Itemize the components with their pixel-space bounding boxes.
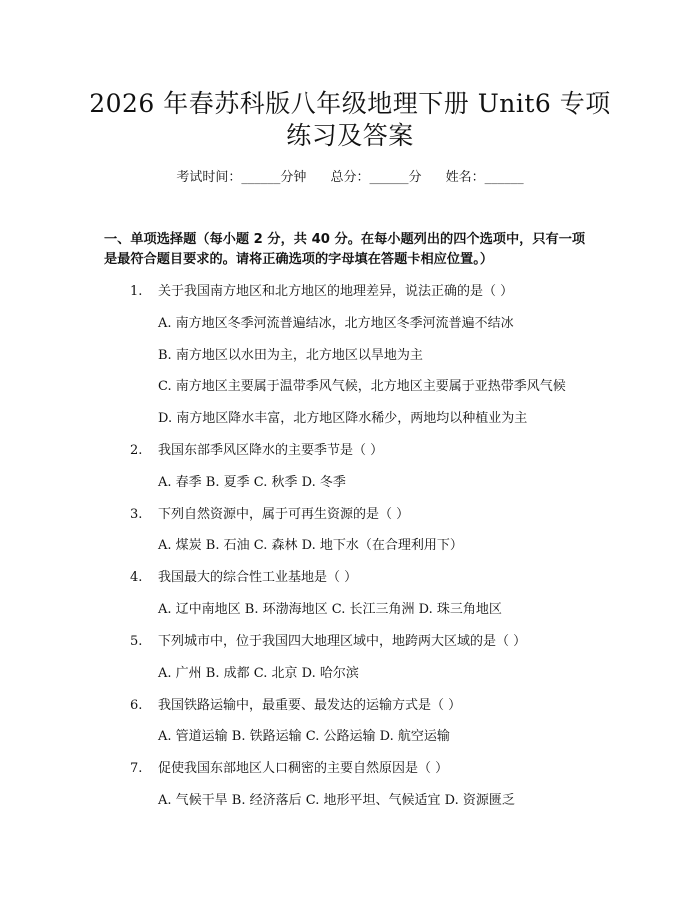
page-title-line-1: 2026 年春苏科版八年级地理下册 Unit6 专项 bbox=[89, 89, 611, 118]
question-stem: 我国东部季风区降水的主要季节是（ ） bbox=[158, 443, 384, 458]
exam-score-field: 总分：______分 bbox=[330, 170, 422, 185]
question-number: 7. bbox=[130, 761, 143, 776]
question-7 bbox=[130, 759, 448, 779]
question-1-option-d: D. 南方地区降水丰富，北方地区降水稀少，两地均以种植业为主 bbox=[158, 411, 528, 426]
exam-time-field: 考试时间：______分钟 bbox=[176, 170, 307, 185]
question-number: 4. bbox=[130, 570, 143, 585]
question-number: 1. bbox=[130, 284, 143, 299]
question-6-options: A. 管道运输 B. 铁路运输 C. 公路运输 D. 航空运输 bbox=[158, 729, 450, 744]
question-number: 6. bbox=[130, 698, 143, 713]
question-stem: 下列自然资源中，属于可再生资源的是（ ） bbox=[158, 507, 410, 522]
exam-info bbox=[0, 168, 700, 188]
question-2 bbox=[130, 441, 383, 461]
question-stem: 下列城市中，位于我国四大地理区域中，地跨两大区域的是（ ） bbox=[158, 634, 527, 649]
question-5-options: A. 广州 B. 成都 C. 北京 D. 哈尔滨 bbox=[158, 666, 359, 681]
question-stem: 我国最大的综合性工业基地是（ ） bbox=[158, 570, 358, 585]
section-heading-line-2: 是最符合题目要求的。请将正确选项的字母填在答题卡相应位置。） bbox=[104, 252, 494, 267]
question-stem: 我国铁路运输中，最重要、最发达的运输方式是（ ） bbox=[158, 698, 462, 713]
question-3 bbox=[130, 505, 409, 525]
question-1-option-c: C. 南方地区主要属于温带季风气候，北方地区主要属于亚热带季风气候 bbox=[158, 379, 566, 394]
question-5 bbox=[130, 632, 526, 652]
question-2-options: A. 春季 B. 夏季 C. 秋季 D. 冬季 bbox=[158, 475, 346, 490]
page-title-line-2: 练习及答案 bbox=[286, 121, 414, 150]
question-7-options: A. 气候干旱 B. 经济落后 C. 地形平坦、气候适宜 D. 资源匮乏 bbox=[158, 793, 515, 808]
question-stem: 关于我国南方地区和北方地区的地理差异，说法正确的是（ ） bbox=[158, 284, 514, 299]
exam-name-field: 姓名：______ bbox=[445, 170, 524, 185]
question-6 bbox=[130, 696, 461, 716]
question-4-options: A. 辽中南地区 B. 环渤海地区 C. 长江三角洲 D. 珠三角地区 bbox=[158, 602, 502, 617]
question-4 bbox=[130, 568, 357, 588]
question-1-option-b: B. 南方地区以水田为主，北方地区以旱地为主 bbox=[158, 348, 423, 363]
section-heading-line-1: 一、单项选择题（每小题 2 分，共 40 分。在每小题列出的四个选项中，只有一项 bbox=[104, 232, 586, 247]
question-number: 2. bbox=[130, 443, 143, 458]
question-number: 3. bbox=[130, 507, 143, 522]
question-3-options: A. 煤炭 B. 石油 C. 森林 D. 地下水（在合理利用下） bbox=[158, 538, 463, 553]
question-number: 5. bbox=[130, 634, 143, 649]
question-1 bbox=[130, 282, 513, 302]
question-stem: 促使我国东部地区人口稠密的主要自然原因是（ ） bbox=[158, 761, 449, 776]
question-1-option-a: A. 南方地区冬季河流普遍结冰，北方地区冬季河流普遍不结冰 bbox=[158, 316, 514, 331]
